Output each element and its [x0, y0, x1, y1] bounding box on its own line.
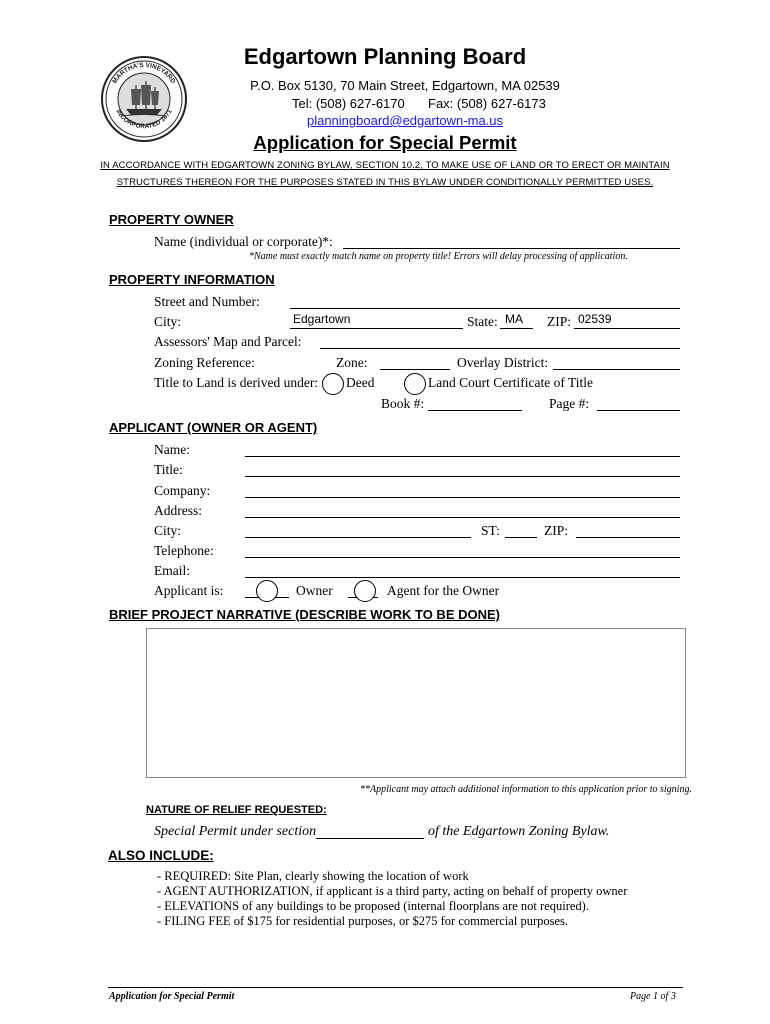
applicant-email-label: Email:	[154, 563, 190, 578]
land-court-label: Land Court Certificate of Title	[428, 375, 593, 390]
book-field[interactable]	[428, 410, 522, 411]
relief-heading: NATURE OF RELIEF REQUESTED:	[146, 804, 327, 816]
book-label: Book #:	[381, 396, 425, 411]
applicant-email-field[interactable]	[245, 577, 680, 578]
overlay-district-label: Overlay District:	[457, 355, 549, 370]
relief-section-field[interactable]	[316, 838, 424, 839]
relief-text-before: Special Permit under section	[154, 824, 317, 839]
property-city-value: Edgartown	[293, 312, 351, 326]
application-title: Application for Special Permit	[253, 132, 517, 153]
applicant-company-label: Company:	[154, 483, 211, 498]
narrative-heading: BRIEF PROJECT NARRATIVE (DESCRIBE WORK TO BE DONE)	[109, 607, 500, 622]
applicant-zip-label: ZIP:	[544, 523, 569, 538]
footer-divider	[108, 987, 683, 988]
board-address: P.O. Box 5130, 70 Main Street, Edgartown, MA 02539	[250, 78, 560, 93]
board-title: Edgartown Planning Board	[243, 44, 527, 69]
zoning-reference-label: Zoning Reference:	[154, 355, 255, 370]
property-owner-heading: PROPERTY OWNER	[109, 212, 234, 227]
applicant-address-field[interactable]	[245, 517, 680, 518]
applicant-name-field[interactable]	[245, 456, 680, 457]
also-include-heading: ALSO INCLUDE:	[108, 848, 214, 863]
land-court-radio[interactable]	[404, 373, 426, 395]
applicant-city-label: City:	[154, 523, 182, 538]
also-include-item: - REQUIRED: Site Plan, clearly showing the location of work	[157, 869, 469, 883]
applicant-heading: APPLICANT (OWNER OR AGENT)	[109, 420, 318, 435]
street-label: Street and Number:	[154, 294, 260, 309]
subtitle-line-1: IN ACCORDANCE WITH EDGARTOWN ZONING BYLAW, SECTION 10.2, TO MAKE USE OF LAND OR TO ERECT OR MAINTAIN	[100, 160, 670, 171]
property-information-heading: PROPERTY INFORMATION	[109, 272, 275, 287]
property-state-value: MA	[505, 312, 523, 326]
relief-text-after: of the Edgartown Zoning Bylaw.	[428, 824, 610, 839]
page-field[interactable]	[597, 410, 680, 411]
property-zip-value: 02539	[578, 312, 612, 326]
owner-name-label: Name (individual or corporate)*:	[154, 234, 333, 249]
applicant-telephone-field[interactable]	[245, 557, 680, 558]
applicant-city-field[interactable]	[245, 537, 471, 538]
street-field[interactable]	[290, 308, 680, 309]
property-city-label: City:	[154, 314, 182, 329]
property-zip-field[interactable]	[574, 328, 680, 329]
zone-field[interactable]	[380, 369, 450, 370]
property-city-field[interactable]	[290, 328, 463, 329]
applicant-name-label: Name:	[154, 442, 190, 457]
applicant-title-label: Title:	[154, 462, 183, 477]
agent-label: Agent for the Owner	[387, 583, 500, 598]
subtitle-line-2: STRUCTURES THEREON FOR THE PURPOSES STATED IN THIS BYLAW UNDER CONDITIONALLY PERMITTED USES.	[116, 177, 654, 188]
title-derived-label: Title to Land is derived under:	[154, 375, 319, 390]
board-email-link[interactable]: planningboard@edgartown-ma.us	[306, 113, 504, 128]
svg-text:INCORPORATED 1671: INCORPORATED 1671	[114, 108, 174, 131]
applicant-is-label: Applicant is:	[154, 583, 224, 598]
also-include-item: - FILING FEE of $175 for residential purposes, or $275 for commercial purposes.	[157, 914, 569, 928]
applicant-st-field[interactable]	[505, 537, 537, 538]
footer-title: Application for Special Permit	[109, 991, 235, 1002]
owner-name-note: *Name must exactly match name on property title! Errors will delay processing of application.	[249, 251, 628, 262]
agent-radio[interactable]	[354, 580, 376, 602]
property-zip-label: ZIP:	[547, 314, 572, 329]
board-fax: Fax: (508) 627-6173	[428, 96, 546, 111]
applicant-address-label: Address:	[154, 503, 202, 518]
owner-label: Owner	[296, 583, 333, 598]
board-telephone: Tel: (508) 627-6170	[292, 96, 405, 111]
zone-label: Zone:	[336, 355, 368, 370]
owner-name-field[interactable]	[343, 248, 680, 249]
svg-text:MARTHA'S VINEYARD: MARTHA'S VINEYARD	[111, 61, 177, 85]
narrative-textarea[interactable]	[146, 628, 686, 778]
footer-page-number: Page 1 of 3	[630, 991, 676, 1002]
also-include-item: - AGENT AUTHORIZATION, if applicant is a third party, acting on behalf of property owner	[157, 884, 628, 898]
applicant-title-field[interactable]	[245, 476, 680, 477]
narrative-note: **Applicant may attach additional information to this application prior to signing.	[360, 784, 692, 795]
overlay-district-field[interactable]	[553, 369, 680, 370]
deed-label: Deed	[346, 375, 375, 390]
applicant-zip-field[interactable]	[576, 537, 680, 538]
assessors-map-label: Assessors' Map and Parcel:	[154, 334, 302, 349]
assessors-map-field[interactable]	[320, 348, 680, 349]
applicant-st-label: ST:	[481, 523, 500, 538]
applicant-telephone-label: Telephone:	[154, 543, 214, 558]
property-state-label: State:	[467, 314, 498, 329]
also-include-item: - ELEVATIONS of any buildings to be proposed (internal floorplans are not required).	[157, 899, 589, 913]
owner-radio[interactable]	[256, 580, 278, 602]
property-state-field[interactable]	[500, 328, 533, 329]
page-label: Page #:	[549, 396, 590, 411]
deed-radio[interactable]	[322, 373, 344, 395]
applicant-company-field[interactable]	[245, 497, 680, 498]
